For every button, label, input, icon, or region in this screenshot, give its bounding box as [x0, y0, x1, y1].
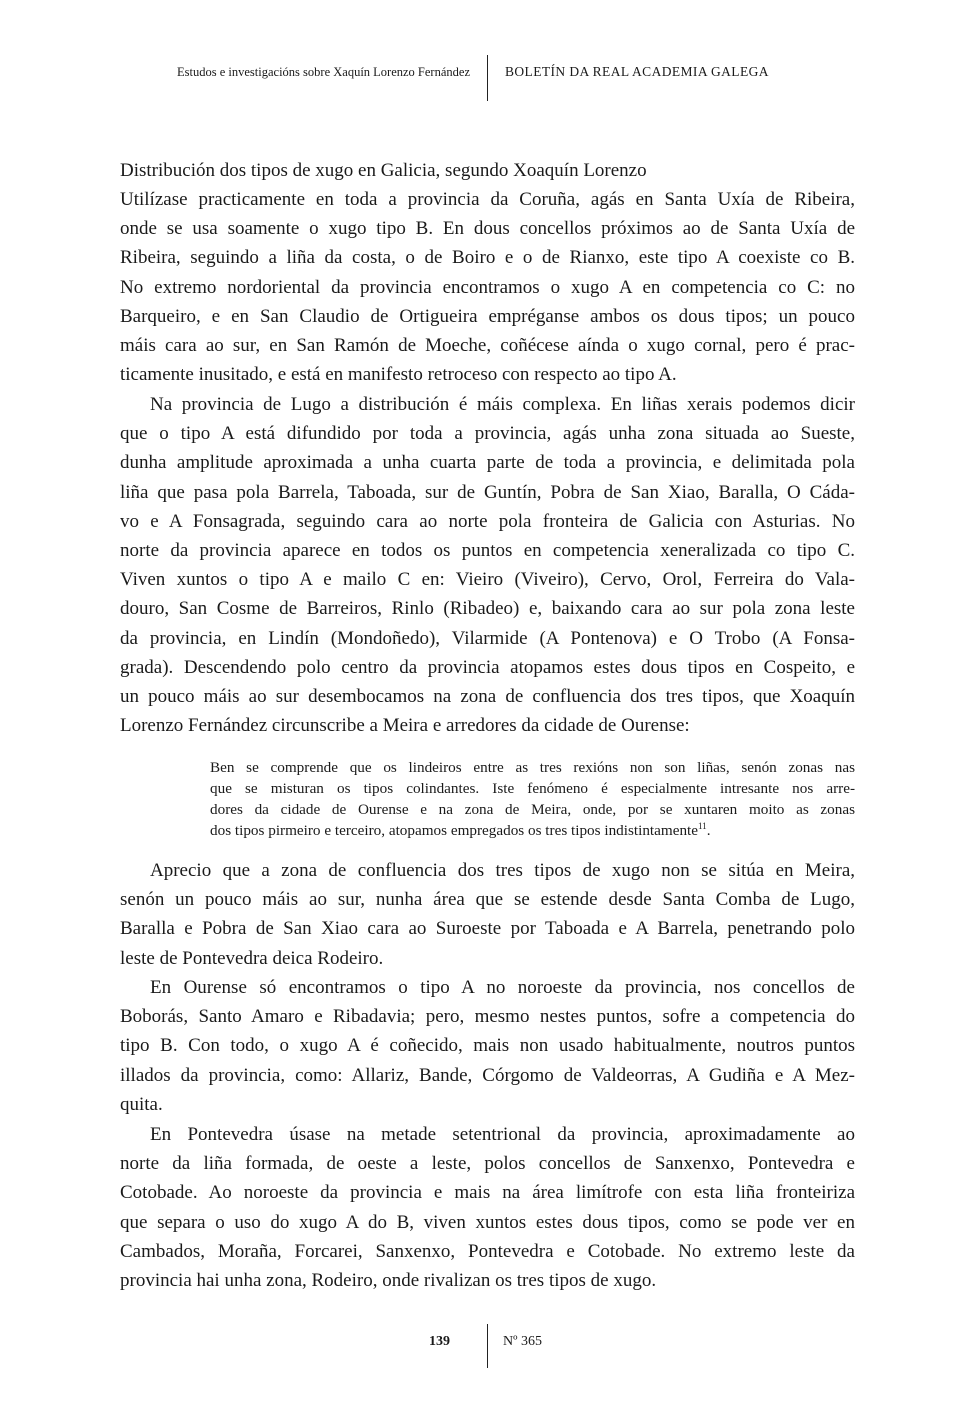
- text-line: dunha amplitude aproximada a unha cuarta parte de toda a provincia, e delimitada pola: [120, 452, 855, 474]
- text-line: tipo B. Con todo, o xugo A é coñecido, mais non usado habitualmente, noutros puntos: [120, 1035, 855, 1057]
- text-line: norte da liña formada, de oeste a leste, polos concellos de Sanxenxo, Pontevedra e: [120, 1153, 855, 1175]
- section-heading: Distribución dos tipos de xugo en Galicia, segundo Xoaquín Lorenzo: [120, 160, 647, 181]
- issue-number: Nº 365: [503, 1334, 542, 1349]
- quote-end-punct: .: [706, 822, 711, 839]
- quote-line-text: dos tipos pirmeiro e terceiro, atopamos empregados os tres tipos indistintamente: [210, 822, 699, 839]
- quote-line: Ben se comprende que os lindeiros entre as tres rexións non son liñas, senón zonas nas: [210, 759, 855, 776]
- running-header-title: Estudos e investigacións sobre Xaquín Lorenzo Fernández: [177, 65, 470, 79]
- text-line: leste de Pontevedra deica Rodeiro.: [120, 947, 384, 969]
- text-line: En Ourense só encontramos o tipo A no noroeste da provincia, nos concellos de: [150, 977, 855, 998]
- running-header-journal: BOLETÍN DA REAL ACADEMIA GALEGA: [505, 64, 769, 79]
- text-line: Cotobade. Ao noroeste da provincia e mais na área limítrofe con esta liña fronteiriza: [120, 1182, 855, 1204]
- text-line: No extremo nordoriental da provincia encontramos o xugo A en competencia co C: no: [120, 276, 855, 298]
- text-line: douro, San Cosme de Barreiros, Rinlo (Ribadeo) e, baixando cara ao sur pola zona leste: [120, 598, 855, 620]
- text-line: que o tipo A está difundido por toda a provincia, agás unha zona situada ao Sueste,: [120, 423, 855, 445]
- text-line: da provincia, en Lindín (Mondoñedo), Vilarmide (A Pontenova) e O Trobo (A Fonsa-: [120, 627, 855, 649]
- text-line: Viven xuntos o tipo A e mailo C en: Vieiro (Viveiro), Cervo, Orol, Ferreira do Vala-: [120, 569, 855, 591]
- page-number: 139: [429, 1334, 450, 1349]
- text-line: grada). Descendendo polo centro da provincia atopamos estes dous tipos en Cospeito, e: [120, 656, 855, 678]
- quote-line: que se misturan os tipos colindantes. Iste fenómeno é especialmente intresante nos arre-: [210, 780, 855, 797]
- text-line: que separa o uso do xugo A do B, viven xuntos estes dous tipos, como se pode ver en: [120, 1211, 855, 1233]
- text-line: onde se usa soamente o xugo tipo B. En dous concellos próximos ao de Santa Uxía de: [120, 218, 855, 240]
- text-line: norte da provincia aparece en todos os puntos en competencia xeneralizada co tipo C.: [120, 539, 855, 561]
- text-line: Ribeira, seguindo a liña da costa, o de Boiro e o de Rianxo, este tipo A coexiste co B.: [120, 247, 855, 269]
- section-heading-block: [120, 156, 855, 185]
- text-line: Lorenzo Fernández circunscribe a Meira e arredores da cidade de Ourense:: [120, 715, 690, 737]
- block-quote: [210, 757, 855, 841]
- text-line: Boborás, Santo Amaro e Ribadavia; pero, mesmo nestes puntos, sofre a competencia do: [120, 1006, 855, 1028]
- paragraph-4: [120, 1120, 855, 1295]
- text-line: quita.: [120, 1093, 163, 1115]
- text-line: ticamente inusitado, e está en manifesto retroceso con respecto ao tipo A.: [120, 364, 677, 386]
- text-line: vo e A Fonsagrada, seguindo cara ao norte pola fronteira de Galicia con Asturias. No: [120, 510, 855, 532]
- text-line: En Pontevedra úsase na metade setentrional da provincia, aproximadamente ao: [150, 1124, 855, 1145]
- text-line: senón un pouco máis ao sur, nunha área que se estende desde Santa Comba de Lugo,: [120, 889, 855, 911]
- header-divider: [487, 55, 488, 101]
- text-line: liña que pasa pola Barrela, Taboada, sur de Guntín, Pobra de San Xiao, Baralla, O Cáda-: [120, 481, 855, 503]
- footnote-reference[interactable]: 11: [698, 820, 707, 831]
- footer-divider: [487, 1324, 488, 1368]
- text-line: Aprecio que a zona de confluencia dos tres tipos de xugo non se sitúa en Meira,: [150, 860, 855, 881]
- quote-line-last: [210, 820, 855, 841]
- text-line: Na provincia de Lugo a distribución é máis complexa. En liñas xerais podemos dicir: [150, 394, 855, 415]
- text-line: provincia hai unha zona, Rodeiro, onde rivalizan os tres tipos de xugo.: [120, 1269, 657, 1291]
- text-line: un pouco máis ao sur desembocamos na zona de confluencia dos tres tipos, que Xoaquín: [120, 685, 855, 707]
- text-line: Utilízase practicamente en toda a provincia da Coruña, agás en Santa Uxía de Ribeira,: [120, 189, 855, 210]
- paragraph-1: [120, 390, 855, 740]
- paragraph-2: [120, 856, 855, 973]
- paragraph-3: [120, 973, 855, 1119]
- quote-line: dores da cidade de Ourense e na zona de Meira, onde, por se xuntaren moito as zonas: [210, 801, 855, 818]
- text-line: illados da provincia, como: Allariz, Bande, Córgomo de Valdeorras, A Gudiña e A Mez-: [120, 1064, 855, 1086]
- paragraph-0: [120, 185, 855, 389]
- text-line: Baralla e Pobra de San Xiao cara ao Suroeste por Taboada e A Barrela, penetrando polo: [120, 918, 855, 940]
- text-line: Barqueiro, e en San Claudio de Ortigueira empréganse ambos os dous tipos; un pouco: [120, 305, 855, 327]
- text-line: máis cara ao sur, en San Ramón de Moeche, coñécese aínda o xugo cornal, pero é prac-: [120, 334, 855, 356]
- text-line: Cambados, Moraña, Forcarei, Sanxenxo, Pontevedra e Cotobade. No extremo leste da: [120, 1240, 855, 1262]
